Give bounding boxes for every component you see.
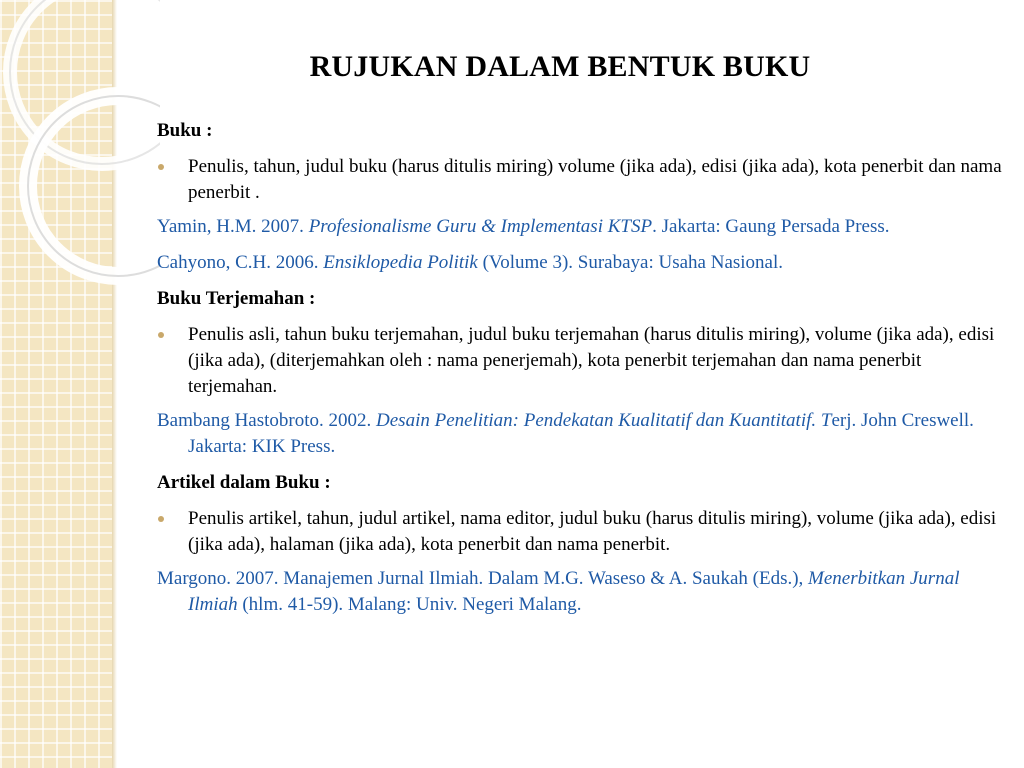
bullet-text: Penulis, tahun, judul buku (harus ditulis miring) volume (jika ada), edisi (jika ada), kota penerbit dan nama penerbit .	[188, 156, 1002, 203]
bullet-item	[157, 154, 1003, 206]
bullet-dot-icon	[158, 164, 164, 170]
bullet-item	[157, 506, 1003, 558]
section-buku	[157, 118, 1003, 276]
bullet-item	[157, 322, 1003, 400]
slide-title: RUJUKAN DALAM BENTUK BUKU	[309, 50, 811, 83]
section-heading: Buku Terjemahan :	[157, 288, 316, 309]
bullet-dot-icon	[158, 332, 164, 338]
bullet-text: Penulis asli, tahun buku terjemahan, judul buku terjemahan (harus ditulis miring), volume (jika ada), edisi (jika ada), (diterjemahkan oleh : nama penerjemah), kota penerbit terjemahan dan nama penerbit terjemahan.	[188, 324, 995, 397]
reference-example: Yamin, H.M. 2007. Profesionalisme Guru & Implementasi KTSP. Jakarta: Gaung Persada Press.	[157, 216, 890, 237]
slide-body	[157, 118, 1003, 628]
circle-ornament-icon	[0, 0, 160, 300]
section-artikel-dalam-buku	[157, 470, 1003, 618]
bullet-text: Penulis artikel, tahun, judul artikel, nama editor, judul buku (harus ditulis miring), volume (jika ada), edisi (jika ada), halaman (jika ada), kota penerbit dan nama penerbit.	[188, 508, 997, 555]
section-heading: Buku :	[157, 120, 213, 141]
bullet-dot-icon	[158, 516, 164, 522]
section-heading: Artikel dalam Buku :	[157, 472, 331, 493]
reference-example: Bambang Hastobroto. 2002. Desain Penelitian: Pendekatan Kualitatif dan Kuantitatif. Terj. John Creswell. Jakarta: KIK Press.	[157, 410, 974, 457]
reference-example: Margono. 2007. Manajemen Jurnal Ilmiah. Dalam M.G. Waseso & A. Saukah (Eds.), Menerbitkan Jurnal Ilmiah (hlm. 41-59). Malang: Univ. Negeri Malang.	[157, 568, 960, 615]
section-buku-terjemahan	[157, 286, 1003, 460]
reference-example: Cahyono, C.H. 2006. Ensiklopedia Politik (Volume 3). Surabaya: Usaha Nasional.	[157, 252, 784, 273]
